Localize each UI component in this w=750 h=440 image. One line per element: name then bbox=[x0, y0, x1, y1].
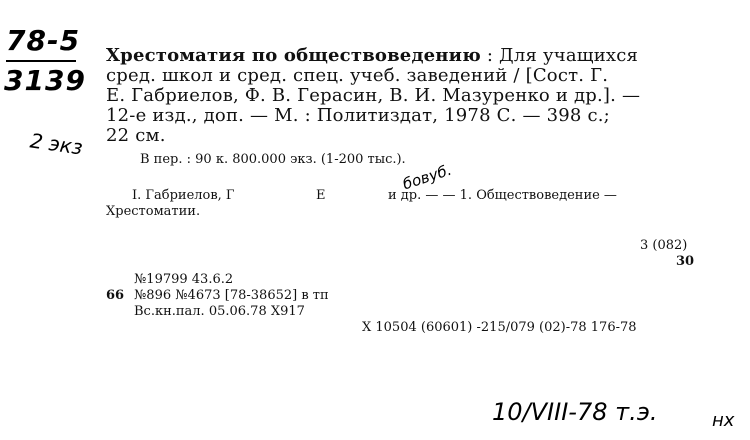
handwritten-code-bottom: 3139 bbox=[4, 64, 86, 97]
classification-code-2: 30 bbox=[676, 254, 695, 269]
tracing-initial: Е bbox=[316, 188, 326, 203]
footer-line-2-prefix: 66 bbox=[106, 288, 125, 303]
entry-title: Хрестоматия по обществоведению bbox=[106, 45, 481, 66]
footer-line-3: Вс.кн.пал. 05.06.78 X917 bbox=[134, 304, 305, 319]
entry-line-3: Е. Габриелов, Ф. В. Герасин, В. И. Мазуренко и др.]. — bbox=[106, 85, 641, 106]
tracing-form: Хрестоматии. bbox=[106, 204, 201, 219]
footer-line-1: №19799 43.6.2 bbox=[134, 272, 234, 287]
entry-line-1 bbox=[106, 46, 702, 66]
handwritten-code-top: 78-5 bbox=[6, 24, 81, 57]
handwritten-copies: 2 экз bbox=[28, 128, 85, 160]
footer-line-2: №896 №4673 [78-38652] в тп bbox=[134, 288, 329, 303]
binding-price-info: В пер. : 90 к. 800.000 экз. (1-200 тыс.). bbox=[140, 152, 406, 167]
entry-line-2: сред. школ и сред. спец. учеб. заведений / [Сост. Г. bbox=[106, 65, 609, 86]
bibliographic-entry bbox=[106, 46, 702, 146]
footer-line-4: X 10504 (60601) -215/079 (02)-78 176-78 bbox=[362, 320, 637, 335]
entry-subtitle: : Для учащихся bbox=[480, 45, 639, 66]
entry-line-5: 22 см. bbox=[106, 125, 166, 146]
handwritten-author-note: бовуб. bbox=[400, 160, 454, 194]
handwritten-fraction-line bbox=[6, 60, 76, 62]
tracing-subjects: и др. — — 1. Обществоведение — bbox=[388, 188, 617, 203]
entry-line-4: 12-е изд., доп. — М. : Политиздат, 1978 С. — 398 с.; bbox=[106, 105, 610, 126]
classification-code-1: 3 (082) bbox=[640, 238, 688, 253]
handwritten-date-note: 10/VIII-78 т.э. bbox=[492, 398, 658, 426]
handwritten-corner-note: нх bbox=[712, 410, 735, 431]
tracing-author: I. Габриелов, Г bbox=[132, 188, 235, 203]
